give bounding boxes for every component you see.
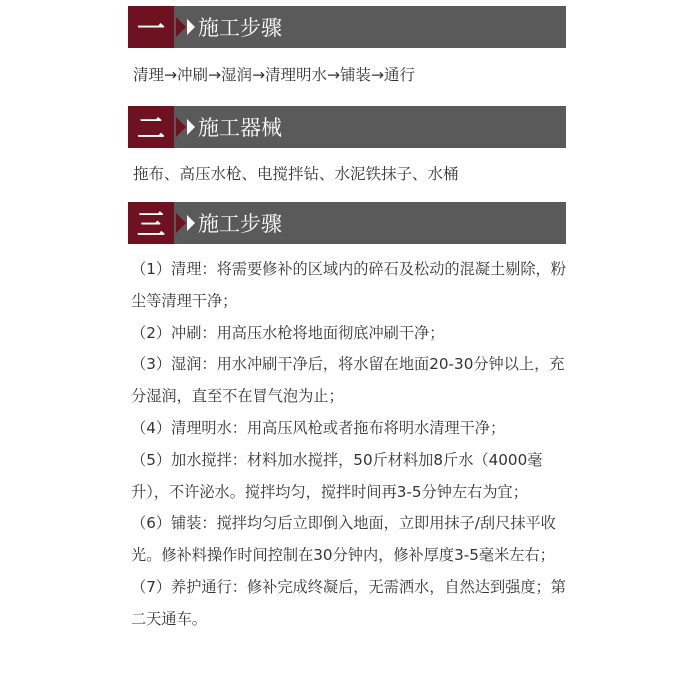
section-number-2: 二 — [128, 106, 174, 148]
chevron-right-icon — [176, 17, 186, 37]
step-item-5: （5）加水搅拌：材料加水搅拌，50斤材料加8斤水（4000毫升），不许泌水。搅拌均匀，搅拌时间再3-5分钟左右为宜； — [131, 450, 543, 501]
step-item-3: （3）湿润：用水冲刷干净后，将水留在地面20-30分钟以上，充分湿润，直至不在冒气泡为止； — [131, 355, 565, 406]
tools-text: 拖布、高压水枪、电搅拌钻、水泥铁抹子、水桶 — [133, 165, 459, 183]
construction-flow-text: 清理→冲刷→湿润→清理明水→铺装→通行 — [133, 66, 415, 84]
chevron-right-icon — [176, 117, 186, 137]
step-item-1: （1）清理：将需要修补的区域内的碎石及松动的混凝土剔除，粉尘等清理干净； — [131, 260, 566, 310]
section-header-3 — [128, 202, 566, 244]
step-item-6: （6）铺装：搅拌均匀后立即倒入地面，立即用抹子/刮尺抹平收光。修补料操作时间控制在30分钟内，修补厚度3-5毫米左右； — [131, 514, 556, 565]
steps-list — [131, 254, 571, 636]
section-header-1 — [128, 6, 566, 48]
section-title-bar-1 — [174, 6, 566, 48]
section-title-bar-2 — [174, 106, 566, 148]
section-number-3: 三 — [128, 202, 174, 244]
section-title-3: 施工步骤 — [198, 212, 282, 236]
section-title-bar-3 — [174, 202, 566, 244]
step-item-4: （4）清理明水：用高压风枪或者拖布将明水清理干净； — [131, 418, 506, 437]
chevron-right-icon — [176, 213, 186, 233]
section-header-2 — [128, 106, 566, 148]
step-item-7: （7）养护通行：修补完成终凝后，无需洒水，自然达到强度；第二天通车。 — [131, 577, 566, 628]
section-title-2: 施工器械 — [198, 116, 282, 140]
section-number-1: 一 — [128, 6, 174, 48]
section-title-1: 施工步骤 — [198, 16, 282, 40]
step-item-2: （2）冲刷：用高压水枪将地面彻底冲刷干净； — [131, 323, 445, 342]
